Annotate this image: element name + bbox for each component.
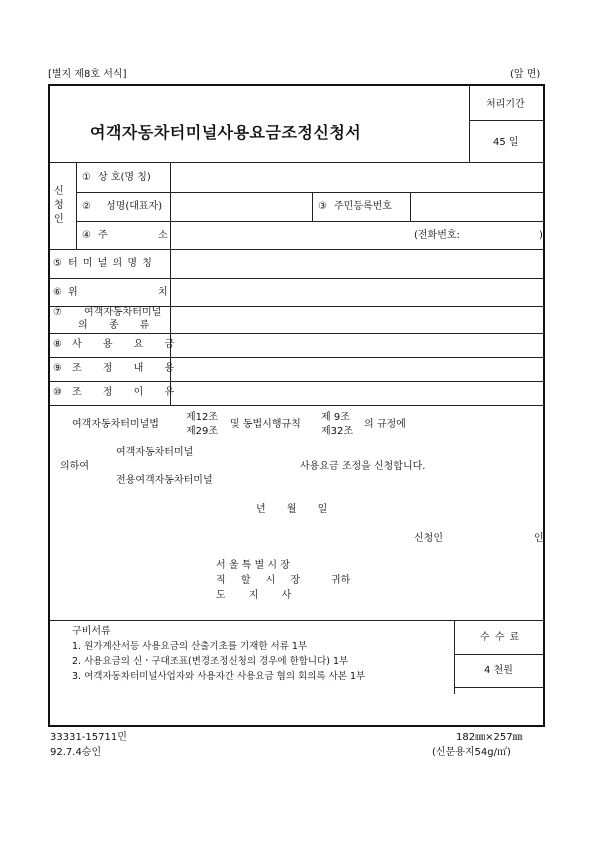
adjustment-content-field[interactable] [171,358,543,380]
and-rule-text: 및 동법시행규칙 [230,419,301,430]
document-item: 2. 사용요금의 신ㆍ구대조표(변경조정신청의 경우에 한합니다) 1부 [72,656,349,667]
request-text: 사용요금 조정을 신청합니다. [300,461,426,472]
paper-type: (신문용지54g/㎡) [432,747,511,758]
field-number: ⑩ [53,387,62,398]
location-field[interactable] [171,279,543,305]
terminal-option-1: 여객자동차터미널 [116,447,194,458]
location-label-left: 위 [68,287,78,298]
terminal-type-field[interactable] [171,307,543,332]
form-title: 여객자동차터미널사용요금조정신청서 [90,123,362,142]
adjustment-reason-field[interactable] [171,382,543,404]
field-number: ② [82,201,91,212]
location-label-right: 치 [158,287,168,298]
applicant-group-label-2: 청 [54,200,64,211]
processing-period-label: 처리기간 [486,99,525,110]
field-number: ⑨ [53,363,62,374]
documents-title: 구비서류 [72,626,111,637]
processing-split [469,120,543,121]
document-item: 1. 원가계산서등 사용요금의 산출기초를 기재한 서류 1부 [72,641,308,652]
usage-fee-label: 사 용 요 금 [72,339,184,350]
address-label-left: 주 [98,230,108,241]
page-side-label: (앞 면) [510,69,541,80]
fee-bottom [454,687,543,688]
terminal-type-label-top: 여객자동차터미널 [84,307,162,318]
law-article-2: 제29조 [186,426,219,437]
id-divider-left [312,192,313,221]
resident-number-field[interactable] [411,193,543,220]
field-number: ⑦ [53,307,62,318]
representative-name-field[interactable] [171,193,311,220]
phone-label: (전화번호: [414,230,460,241]
applicant-group-label-3: 인 [54,214,64,225]
by-text: 의하여 [60,461,89,472]
to-text: 귀하 [331,575,351,586]
applicant-group-label-1: 신 [54,186,64,197]
address-label-right: 소 [158,230,168,241]
adjustment-reason-label: 조 정 이 유 [72,387,184,398]
processing-divider [469,86,470,162]
fee-divider [454,620,455,694]
field-number: ④ [82,230,91,241]
rule-article-2: 제32조 [321,426,354,437]
resident-number-label: 주민등록번호 [334,201,392,212]
fee-value: 4 천원 [484,665,513,676]
terminal-name-label: 터 미 널 의 명 칭 [68,258,153,269]
approval-date: 92.7.4승인 [50,747,102,758]
terminal-option-2: 전용여객자동차터미널 [116,475,213,486]
usage-fee-field[interactable] [171,334,543,356]
trade-name-label: 상 호(명 칭) [98,172,151,183]
processing-period-value: 45 일 [493,137,519,148]
field-number: ③ [318,201,327,212]
trade-name-field[interactable] [171,163,543,191]
fee-split [454,654,543,655]
form-number-label: [별지 제8호 서식] [48,69,127,80]
row-line [50,405,543,406]
field-number: ⑤ [53,258,62,269]
paper-size: 182㎜×257㎜ [456,732,523,743]
field-number: ① [82,172,91,183]
seal-mark: 인 [534,533,544,544]
recipient-city: 직 할 시 장 [216,575,301,586]
form-code: 33331-15711민 [50,732,127,743]
law-article-1: 제12조 [186,412,219,423]
document-item: 3. 여객자동차터미널사업자와 사용자간 사용요금 협의 회의록 사본 1부 [72,671,366,682]
terminal-type-label-bottom: 의 종 류 [78,320,159,331]
phone-close-paren: ) [539,230,543,241]
section-line [50,620,543,621]
field-number: ⑧ [53,339,62,350]
law-name: 여객자동차터미널법 [72,419,159,430]
terminal-name-field[interactable] [171,250,543,277]
rule-article-1: 제 9조 [321,412,350,423]
representative-name-label: 성명(대표자) [106,201,163,212]
date-line: 년 월 일 [256,504,328,515]
applicant-group-divider [76,162,77,249]
adjustment-content-label: 조 정 내 용 [72,363,184,374]
fee-label: 수 수 료 [480,632,520,643]
recipient-seoul: 서 울 특 별 시 장 [216,560,290,571]
applicant-label: 신청인 [414,533,443,544]
phone-field[interactable] [478,222,536,248]
address-field[interactable] [171,222,411,248]
provision-text: 의 규정에 [364,419,406,430]
field-number: ⑥ [53,287,62,298]
recipient-province: 도 지 사 [216,590,292,601]
